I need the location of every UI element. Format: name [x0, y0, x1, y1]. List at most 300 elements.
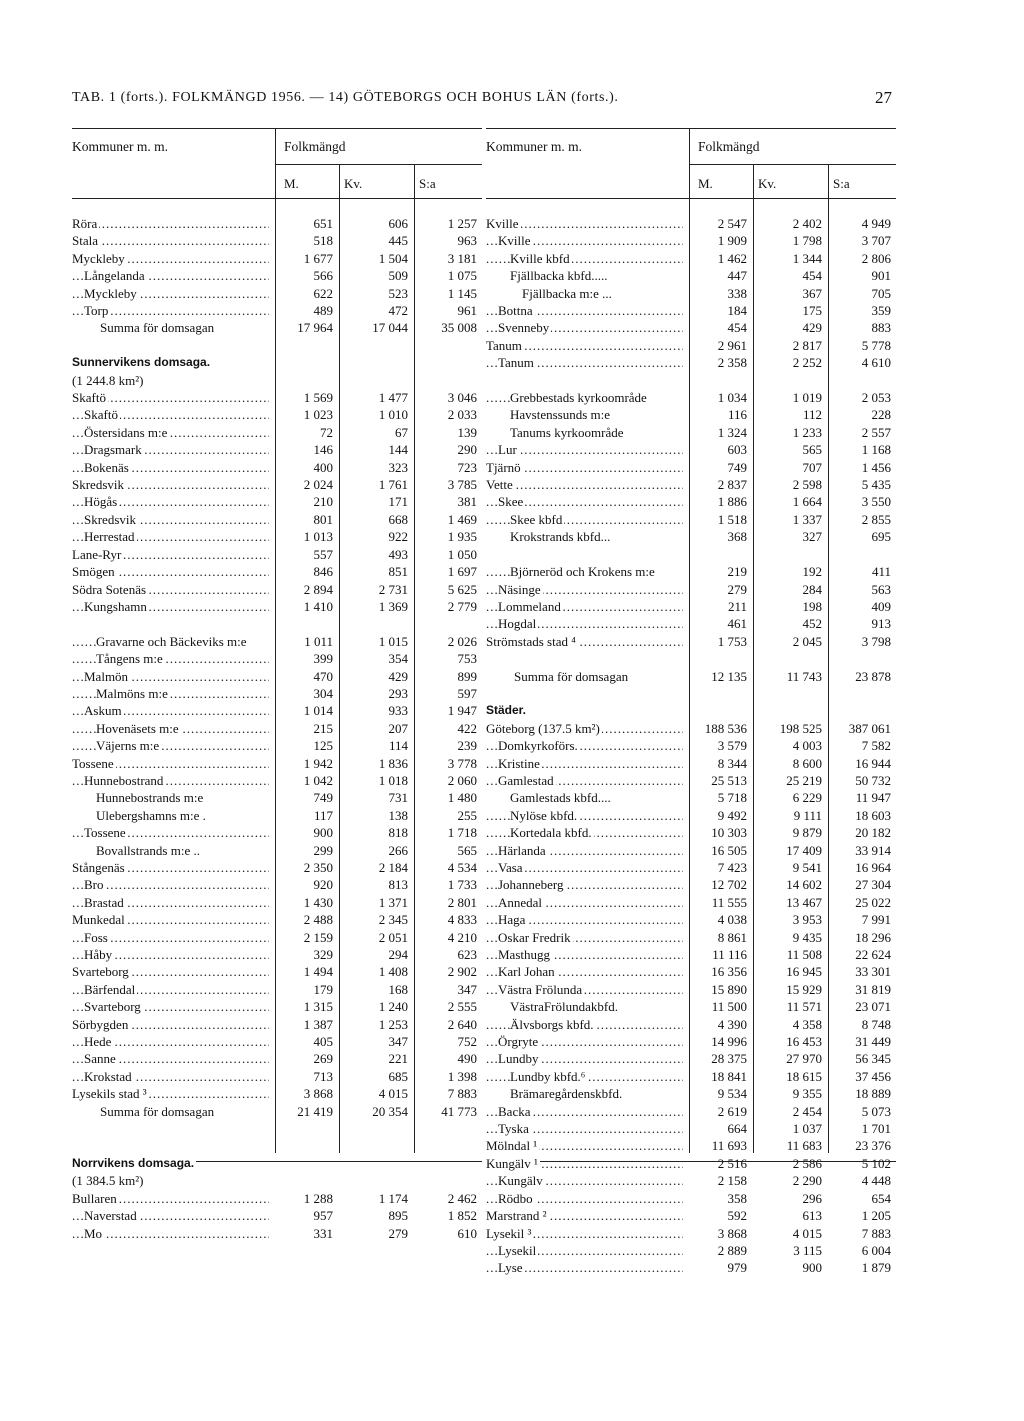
row-name-text: Skaftö — [84, 407, 118, 423]
men-value: 11 555 — [711, 894, 747, 910]
women-value: 1 477 — [378, 390, 408, 406]
men-value: 920 — [313, 877, 333, 893]
table-row — [72, 250, 482, 267]
men-value: 1 753 — [717, 633, 747, 649]
row-name — [72, 911, 269, 928]
men-value: 8 861 — [717, 929, 747, 945]
men-value: 1 462 — [717, 250, 747, 266]
row-name-text: Bottna — [498, 303, 533, 319]
table-row — [72, 737, 482, 754]
women-value: 27 970 — [786, 1051, 822, 1067]
row-name-text: Norrvikens domsaga. — [72, 1155, 195, 1170]
row-name-text: Sörbygden — [72, 1016, 129, 1032]
table-row — [72, 563, 482, 580]
women-value: 2 586 — [792, 1155, 822, 1171]
total-value: 35 008 — [441, 320, 477, 336]
row-name-text: Örgryte — [498, 1034, 539, 1050]
men-value: 603 — [727, 442, 747, 458]
table-row — [486, 1085, 896, 1102]
men-value: 622 — [313, 285, 333, 301]
row-name — [486, 354, 683, 371]
row-name — [72, 1050, 269, 1067]
total-value: 3 046 — [447, 390, 477, 406]
row-name-text: (1 244.8 km²) — [72, 372, 144, 388]
men-value: 664 — [727, 1121, 747, 1137]
men-value: 12 702 — [711, 877, 747, 893]
row-name — [72, 1190, 269, 1207]
women-value: 2 454 — [792, 1103, 822, 1119]
total-value: 901 — [871, 268, 891, 284]
women-value: 198 525 — [779, 720, 822, 736]
men-value: 447 — [727, 268, 747, 284]
column-header-total: S:a — [833, 176, 850, 191]
women-value: 293 — [388, 685, 408, 701]
women-value: 523 — [388, 285, 408, 301]
table-row — [72, 441, 482, 458]
row-name — [72, 1103, 269, 1120]
table-row — [486, 1207, 896, 1224]
table-row — [486, 737, 896, 754]
row-name-text: Kville kbfd — [510, 250, 570, 266]
women-value: 4 015 — [378, 1086, 408, 1102]
total-value: 1 852 — [447, 1208, 477, 1224]
table-row — [486, 998, 896, 1015]
blank-row — [72, 1120, 482, 1137]
men-value: 1 518 — [717, 511, 747, 527]
women-value: 114 — [388, 738, 408, 754]
total-value: 23 878 — [855, 668, 891, 684]
men-value: 3 868 — [717, 1225, 747, 1241]
left-rows — [72, 215, 482, 1242]
men-value: 1 886 — [717, 494, 747, 510]
table-row — [72, 1033, 482, 1050]
total-value: 2 779 — [447, 598, 477, 614]
row-name — [72, 789, 269, 806]
women-value: 813 — [388, 877, 408, 893]
total-value: 409 — [871, 598, 891, 614]
total-value: 2 026 — [447, 633, 477, 649]
table-row — [486, 1242, 896, 1259]
men-value: 184 — [727, 303, 747, 319]
row-name-text: Rödbo — [498, 1190, 533, 1206]
table-row — [72, 685, 482, 702]
men-value: 18 841 — [711, 1068, 747, 1084]
total-value: 913 — [871, 616, 891, 632]
men-value: 16 356 — [711, 964, 747, 980]
row-name — [72, 633, 269, 650]
women-value: 1 233 — [792, 424, 822, 440]
total-value: 705 — [871, 285, 891, 301]
men-value: 4 038 — [717, 912, 747, 928]
men-value: 17 964 — [297, 320, 333, 336]
men-value: 470 — [313, 668, 333, 684]
women-value: 2 731 — [378, 581, 408, 597]
men-value: 2 837 — [717, 477, 747, 493]
total-value: 5 073 — [861, 1103, 891, 1119]
table-row — [486, 372, 896, 407]
total-value: 33 301 — [855, 964, 891, 980]
row-name-text: Tyska — [498, 1121, 529, 1137]
row-name — [72, 929, 269, 946]
table-row — [486, 824, 896, 841]
row-name-text: Munkedal — [72, 912, 125, 928]
row-name-text: Svarteborg — [84, 999, 141, 1015]
total-value: 899 — [457, 668, 477, 684]
row-name-text: Masthugg — [498, 947, 550, 962]
row-name — [486, 1137, 683, 1154]
men-value: 331 — [313, 1225, 333, 1241]
table-row — [486, 929, 896, 946]
men-value: 846 — [313, 564, 333, 580]
table-row — [72, 1207, 482, 1224]
row-name-text: Långelanda — [84, 268, 145, 284]
row-name — [72, 998, 269, 1015]
row-name-text: Håby — [84, 947, 113, 963]
men-value: 368 — [727, 529, 747, 545]
women-value: 294 — [388, 947, 408, 963]
total-value: 1 697 — [447, 564, 477, 580]
row-name — [486, 1085, 683, 1102]
women-value: 221 — [388, 1051, 408, 1067]
table-row — [72, 476, 482, 493]
total-value: 2 806 — [861, 250, 891, 266]
row-name-text: Lur — [498, 442, 517, 458]
row-name — [486, 946, 683, 963]
row-name-text: Skee kbfd — [510, 511, 563, 527]
row-name-text: Malmön — [84, 668, 129, 684]
table-row — [486, 789, 896, 806]
women-value: 429 — [388, 668, 408, 684]
table-row — [72, 650, 482, 667]
row-name — [72, 685, 269, 702]
women-value: 9 355 — [792, 1086, 822, 1102]
row-name-text: Herrestad — [84, 529, 135, 545]
men-value: 358 — [727, 1190, 747, 1206]
row-name-text: Stångenäs — [72, 860, 125, 875]
row-name-text: Skaftö — [72, 390, 106, 406]
table-row — [486, 1155, 896, 1172]
table-row — [72, 267, 482, 284]
total-value: 18 889 — [855, 1086, 891, 1102]
women-value: 4 358 — [792, 1016, 822, 1032]
row-name — [486, 755, 683, 772]
row-name-text: Södra Sotenäs — [72, 581, 147, 597]
men-value: 1 909 — [717, 233, 747, 249]
row-name-text: Tångens m:e — [96, 651, 163, 667]
men-value: 749 — [313, 790, 333, 806]
men-value: 651 — [313, 216, 333, 231]
table-row — [486, 406, 896, 423]
total-value: 2 855 — [861, 511, 891, 527]
table-row — [486, 981, 896, 998]
row-name — [486, 319, 683, 336]
table-row — [72, 528, 482, 545]
men-value: 461 — [727, 616, 747, 632]
row-name-text: Grebbestads kyrkoområde — [510, 389, 683, 406]
row-name — [72, 581, 269, 598]
men-value: 269 — [313, 1051, 333, 1067]
total-value: 610 — [457, 1225, 477, 1241]
row-name — [486, 1050, 683, 1067]
men-value: 2 516 — [717, 1155, 747, 1171]
row-name-text: Torp — [84, 303, 109, 319]
row-name-text: Bokenäs — [84, 459, 129, 475]
women-value: 1 018 — [378, 772, 408, 788]
table-row — [72, 493, 482, 510]
table-row — [72, 285, 482, 302]
total-value: 4 534 — [447, 860, 477, 875]
row-name-text: Dragsmark — [84, 442, 142, 458]
row-name — [72, 807, 269, 824]
men-value: 25 513 — [711, 772, 747, 788]
men-value: 1 569 — [303, 390, 333, 406]
row-name-text: Krokstad — [84, 1068, 132, 1084]
row-name-text: Kortedala kbfd. — [510, 825, 592, 841]
total-value: 6 004 — [861, 1242, 891, 1258]
men-value: 179 — [313, 981, 333, 997]
women-value: 8 600 — [792, 755, 822, 771]
total-value: 18 603 — [855, 807, 891, 823]
women-value: 818 — [388, 825, 408, 841]
row-name — [72, 372, 269, 389]
men-value: 9 492 — [717, 807, 747, 823]
row-name-text: Svarteborg — [72, 964, 129, 980]
row-name — [72, 1016, 269, 1033]
row-name-text: Skredsvik — [84, 511, 136, 527]
men-value: 3 579 — [717, 738, 747, 754]
women-value: 13 467 — [786, 894, 822, 910]
women-value: 472 — [388, 303, 408, 319]
total-value: 359 — [871, 303, 891, 319]
row-name-text: Bovallstrands m:e .. — [96, 842, 200, 858]
table-row — [72, 1190, 482, 1207]
row-name — [486, 720, 683, 737]
women-value: 2 045 — [792, 633, 822, 649]
total-value: 723 — [457, 459, 477, 475]
women-value: 9 541 — [792, 859, 822, 875]
row-name — [72, 1155, 269, 1172]
row-name-text: Sunnervikens domsaga. — [72, 355, 211, 370]
women-value: 354 — [388, 651, 408, 667]
table-row — [486, 1016, 896, 1033]
total-value: 597 — [457, 685, 477, 701]
row-name — [486, 807, 683, 824]
total-value: 7 582 — [861, 738, 891, 754]
row-name-text: Östersidans m:e — [84, 424, 168, 440]
row-name — [72, 511, 269, 528]
table-row — [486, 1190, 896, 1207]
row-name — [72, 1085, 269, 1102]
row-name — [486, 459, 683, 476]
row-name-text: Lundby — [498, 1051, 539, 1067]
row-name — [486, 789, 683, 806]
total-value: 255 — [457, 807, 477, 823]
men-value: 801 — [313, 511, 333, 527]
men-value: 1 014 — [303, 703, 333, 719]
total-value: 695 — [871, 529, 891, 545]
table-row — [72, 824, 482, 841]
men-value: 8 344 — [717, 755, 747, 771]
row-name-text: Lysekil ³ — [486, 1225, 532, 1241]
table-row — [486, 615, 896, 632]
row-name-text: Fjällbacka kbfd..... — [510, 268, 608, 284]
men-value: 116 — [727, 407, 747, 423]
row-name — [486, 563, 683, 580]
row-name — [486, 424, 683, 441]
row-name-text: Strömstads stad ⁴ — [486, 633, 576, 649]
total-value: 752 — [457, 1034, 477, 1050]
row-name-text: Lane-Ryr — [72, 546, 122, 562]
right-rows — [486, 215, 896, 1277]
men-value: 1 942 — [303, 755, 333, 771]
row-name — [486, 476, 683, 493]
row-name — [486, 998, 683, 1015]
table-row — [486, 807, 896, 824]
table-row — [72, 389, 482, 406]
table-row — [486, 633, 896, 650]
men-value: 117 — [313, 807, 333, 823]
row-name-text: Tossene — [84, 825, 126, 841]
total-value: 56 345 — [855, 1051, 891, 1067]
row-name — [72, 598, 269, 615]
row-name — [72, 859, 269, 876]
women-value: 606 — [388, 216, 408, 231]
men-value: 489 — [313, 303, 333, 319]
women-value: 3 115 — [793, 1242, 822, 1258]
table-row — [486, 842, 896, 859]
total-value: 31 819 — [855, 981, 891, 997]
total-value: 3 181 — [447, 250, 477, 266]
row-name-text: Lysekils stad ³ — [72, 1086, 147, 1102]
column-header-total: S:a — [419, 176, 436, 191]
men-value: 713 — [313, 1068, 333, 1084]
table-row — [486, 285, 896, 302]
men-value: 518 — [313, 233, 333, 249]
women-value: 1 504 — [378, 250, 408, 266]
row-name — [72, 772, 269, 789]
row-name — [72, 493, 269, 510]
total-value: 961 — [457, 303, 477, 319]
women-value: 429 — [802, 320, 822, 336]
men-value: 210 — [313, 494, 333, 510]
total-value: 1 879 — [861, 1260, 891, 1276]
row-name-text: Mölndal ¹ — [486, 1138, 538, 1154]
men-value: 2 358 — [717, 355, 747, 371]
total-value: 228 — [871, 407, 891, 423]
row-name-text: Vasa — [498, 859, 523, 875]
women-value: 168 — [388, 981, 408, 997]
row-name — [72, 737, 269, 754]
total-value: 1 733 — [447, 877, 477, 893]
men-value: 14 996 — [711, 1034, 747, 1050]
row-name-text: Röra — [72, 216, 98, 231]
women-value: 1 240 — [378, 999, 408, 1015]
row-name — [72, 1033, 269, 1050]
men-value: 5 718 — [717, 790, 747, 806]
women-value: 1 761 — [378, 477, 408, 493]
row-name-text: Kristine — [498, 755, 540, 771]
row-name — [486, 1120, 683, 1137]
table-row — [72, 772, 482, 789]
row-name-text: Gravarne och Bäckeviks m:e — [96, 633, 269, 650]
total-value: 347 — [457, 981, 477, 997]
row-name — [72, 963, 269, 980]
row-name — [72, 424, 269, 441]
total-value: 37 456 — [855, 1068, 891, 1084]
total-value: 22 624 — [855, 947, 891, 962]
men-value: 12 135 — [711, 668, 747, 684]
men-value: 299 — [313, 842, 333, 858]
section-heading — [72, 354, 482, 371]
row-name-text: Stala — [72, 233, 98, 249]
row-name — [486, 1242, 683, 1259]
women-value: 613 — [802, 1208, 822, 1224]
women-value: 2 598 — [792, 477, 822, 493]
women-value: 1 408 — [378, 964, 408, 980]
table-row — [486, 1172, 896, 1189]
total-value: 18 296 — [855, 929, 891, 945]
row-name-text: Brastad — [84, 894, 124, 910]
total-value: 381 — [457, 494, 477, 510]
women-value: 6 229 — [792, 790, 822, 806]
row-name-text: Marstrand ² — [486, 1208, 547, 1224]
row-name-text: Hede — [84, 1034, 112, 1050]
women-value: 2 184 — [378, 860, 408, 875]
women-value: 1 337 — [792, 511, 822, 527]
total-value: 2 060 — [447, 772, 477, 788]
women-value: 900 — [802, 1260, 822, 1276]
total-value: 4 949 — [861, 216, 891, 231]
men-value: 1 410 — [303, 598, 333, 614]
women-value: 1 798 — [792, 233, 822, 249]
women-value: 1 371 — [378, 894, 408, 910]
row-name-text: Bullaren — [72, 1190, 117, 1206]
total-value: 1 050 — [447, 546, 477, 562]
men-value: 1 315 — [303, 999, 333, 1015]
total-value: 8 748 — [861, 1016, 891, 1032]
total-value: 3 785 — [447, 477, 477, 493]
women-value: 1 174 — [378, 1190, 408, 1206]
row-name-text: Härlanda — [498, 842, 546, 858]
men-value: 11 116 — [712, 947, 747, 962]
men-value: 146 — [313, 442, 333, 458]
row-name-text: Ulebergshamns m:e . — [96, 807, 206, 823]
total-value: 883 — [871, 320, 891, 336]
row-name-text: Älvsborgs kbfd. — [510, 1016, 594, 1032]
women-value: 454 — [802, 268, 822, 284]
row-name-text: Lundby kbfd.⁶ — [510, 1068, 586, 1084]
total-value: 963 — [457, 233, 477, 249]
row-name-text: Hovenäsets m:e — [96, 720, 179, 736]
women-value: 2 402 — [792, 216, 822, 231]
row-name — [486, 963, 683, 980]
table-row — [486, 250, 896, 267]
table-row — [486, 267, 896, 284]
men-value: 749 — [727, 459, 747, 475]
sum-row — [72, 1103, 482, 1120]
women-value: 11 683 — [786, 1138, 822, 1154]
women-value: 1 015 — [378, 633, 408, 649]
total-value: 7 883 — [861, 1225, 891, 1241]
men-value: 454 — [727, 320, 747, 336]
women-value: 2 252 — [792, 355, 822, 371]
row-name — [72, 755, 269, 772]
total-value: 1 145 — [447, 285, 477, 301]
row-name-text: Tjärnö — [486, 459, 521, 475]
women-value: 707 — [802, 459, 822, 475]
row-name — [72, 981, 269, 998]
total-value: 1 075 — [447, 268, 477, 284]
